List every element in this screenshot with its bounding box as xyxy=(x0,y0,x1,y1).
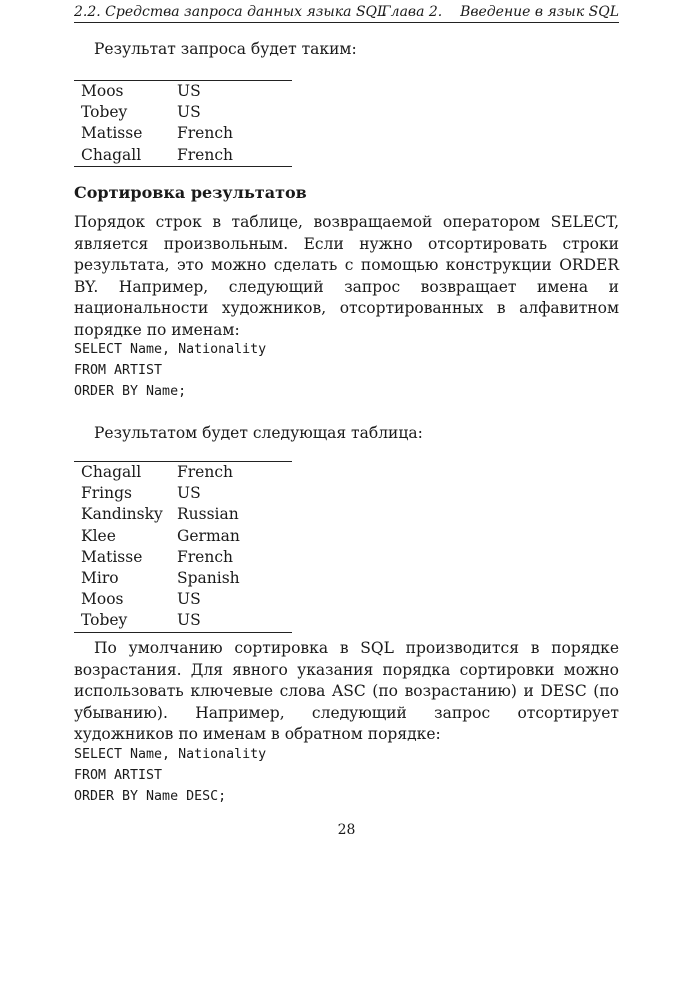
table-cell-nationality: French xyxy=(177,462,292,484)
table-cell-nationality: US xyxy=(177,590,201,609)
header-chapter-title: Введение в язык SQL xyxy=(460,4,619,20)
table-row xyxy=(74,102,292,123)
result-table-2 xyxy=(74,461,292,633)
table-cell-nationality: German xyxy=(177,526,240,545)
table-cell-name: Kandinsky xyxy=(81,505,163,524)
result-intro-paragraph-2: Результатом будет следующая таблица: xyxy=(94,424,423,442)
table-row xyxy=(74,483,292,504)
header-chapter xyxy=(381,3,619,21)
header-chapter-number: Глава 2. xyxy=(381,4,443,20)
table-cell-name: Matisse xyxy=(81,124,143,143)
sql-code-block-1 xyxy=(74,339,266,403)
table-row xyxy=(74,610,292,632)
table-cell-nationality: US xyxy=(177,103,201,122)
table-cell-name: Chagall xyxy=(74,462,177,484)
header-rule xyxy=(74,22,619,23)
table-cell-name: Tobey xyxy=(81,103,128,122)
table-row xyxy=(74,589,292,610)
table-row xyxy=(74,81,292,103)
header-section-title: 2.2. Средства запроса данных языка SQL xyxy=(74,4,387,20)
sql-code-block-2 xyxy=(74,744,266,808)
code-line: SELECT Name, Nationality xyxy=(74,747,267,762)
table-row xyxy=(74,123,292,144)
default-order-paragraph: По умолчанию сортировка в SQL производится в порядке возрастания. Для явного указания порядка сортировки можно использовать ключевые слова ASC (по возрастанию) и DESC (по убыванию). Например, следующий запрос отсортирует художников по именам в обратном порядке: xyxy=(74,639,619,743)
table-cell-name: Matisse xyxy=(81,547,143,566)
table-row xyxy=(74,462,292,484)
code-line: ORDER BY Name DESC; xyxy=(74,789,227,805)
code-line: FROM ARTIST xyxy=(74,363,163,379)
table-cell-name: Klee xyxy=(81,526,116,545)
section-title: Сортировка результатов xyxy=(74,183,307,202)
table-cell-name: Moos xyxy=(81,590,124,609)
table-cell-nationality: Russian xyxy=(177,505,239,524)
result-intro-paragraph: Результат запроса будет таким: xyxy=(94,40,357,58)
table-row xyxy=(74,547,292,568)
table-row xyxy=(74,504,292,525)
table-cell-nationality: US xyxy=(177,81,292,103)
code-line: SELECT Name, Nationality xyxy=(74,342,267,357)
page-number: 28 xyxy=(337,822,356,838)
table-row xyxy=(74,145,292,167)
table-cell-nationality: US xyxy=(177,610,292,632)
table-cell-name: Miro xyxy=(81,569,119,588)
table-cell-nationality: US xyxy=(177,484,201,503)
table-cell-nationality: French xyxy=(177,547,233,566)
code-line: FROM ARTIST xyxy=(74,768,163,784)
table-cell-name: Tobey xyxy=(74,610,177,632)
table-cell-name: Moos xyxy=(74,81,177,103)
sorting-paragraph: Порядок строк в таблице, возвращаемой оператором SELECT, является произвольным. Если нужно отсортировать строки результата, это можно сделать с помощью конструкции ORDER BY. Например, следующий запрос возвращает имена и национальности художников, отсортированных в алфавитном порядке по именам: xyxy=(74,213,619,339)
running-header xyxy=(74,3,619,21)
code-line: ORDER BY Name; xyxy=(74,384,187,400)
table-cell-name: Frings xyxy=(81,484,132,503)
table-cell-nationality: French xyxy=(177,145,292,167)
table-cell-name: Chagall xyxy=(74,145,177,167)
table-cell-nationality: Spanish xyxy=(177,569,240,588)
result-table-1 xyxy=(74,80,292,167)
table-row xyxy=(74,526,292,547)
table-cell-nationality: French xyxy=(177,124,233,143)
table-row xyxy=(74,568,292,589)
